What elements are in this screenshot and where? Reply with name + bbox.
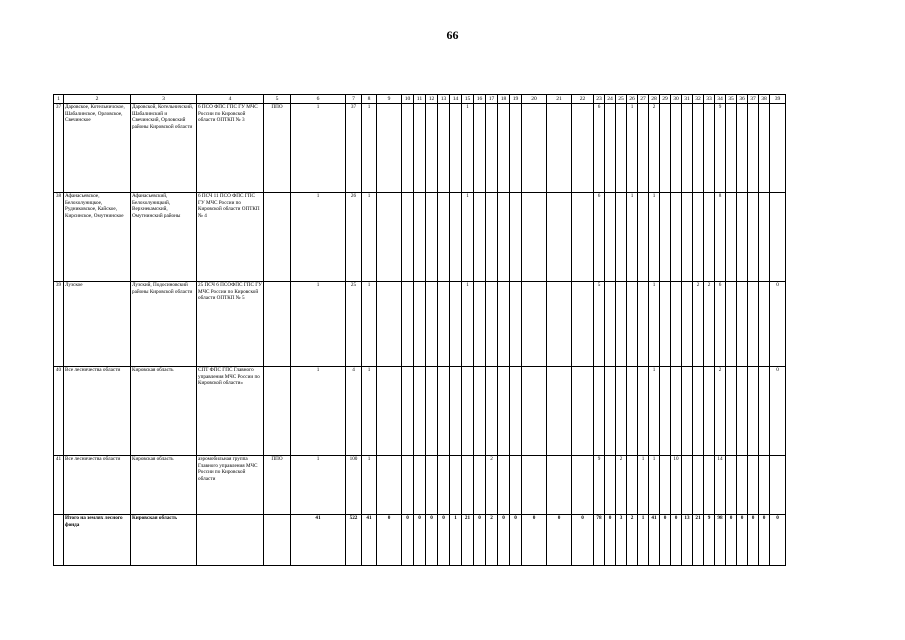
- table-row-cell: [474, 456, 486, 515]
- table-row-cell: Все лесничества области: [64, 367, 131, 456]
- total-row-cell: Итого на землях лесного фонда: [64, 515, 131, 566]
- table-row-cell: 2: [649, 104, 660, 193]
- header-row-cell: 24: [605, 95, 616, 104]
- table-row-cell: [498, 456, 510, 515]
- table-row-cell: 1: [291, 104, 346, 193]
- table-row-cell: [402, 282, 414, 367]
- table-row-cell: [726, 367, 737, 456]
- table-row-cell: 6: [715, 282, 726, 367]
- total-row-cell: 0: [510, 515, 522, 566]
- table-row-cell: [671, 282, 682, 367]
- table-row: [54, 282, 786, 367]
- total-row-cell: 0: [572, 515, 594, 566]
- table-row-cell: [737, 282, 748, 367]
- table-row-cell: 14: [715, 456, 726, 515]
- table-row-cell: 100: [346, 456, 362, 515]
- total-row-cell: 9: [704, 515, 715, 566]
- table-row-cell: Даровской, Котельничский, Шабалинский и Свечинский, Орловский районы Кировской области: [131, 104, 197, 193]
- header-row-cell: 7: [346, 95, 362, 104]
- table-row-cell: [737, 104, 748, 193]
- total-row-cell: 1: [450, 515, 462, 566]
- table-row-cell: [522, 282, 547, 367]
- table-row-cell: Кировская область: [131, 367, 197, 456]
- header-row-cell: 8: [362, 95, 377, 104]
- table-row-cell: [438, 282, 450, 367]
- table-row-cell: 1: [627, 104, 638, 193]
- table-row-cell: [605, 456, 616, 515]
- table-row-cell: [414, 282, 426, 367]
- table-row-cell: [616, 367, 627, 456]
- table-row-cell: [402, 456, 414, 515]
- total-row-cell: 522: [346, 515, 362, 566]
- table-row-cell: [264, 282, 291, 367]
- table-row-cell: [671, 193, 682, 282]
- table-row-cell: [759, 456, 770, 515]
- table-row-cell: 39: [54, 282, 64, 367]
- table-row-cell: [402, 367, 414, 456]
- table-row-cell: [693, 456, 704, 515]
- table-row-cell: [704, 193, 715, 282]
- table-row-cell: 1: [362, 193, 377, 282]
- table-row-cell: [547, 104, 572, 193]
- table-row-cell: [377, 367, 402, 456]
- table-row-cell: 1: [291, 456, 346, 515]
- total-row-cell: 0: [671, 515, 682, 566]
- table-row-cell: 4: [346, 367, 362, 456]
- table-row-cell: 6: [594, 104, 605, 193]
- table-row-cell: [693, 193, 704, 282]
- total-row-cell: 0: [498, 515, 510, 566]
- header-row-cell: 2: [64, 95, 131, 104]
- table-row-cell: [474, 104, 486, 193]
- table-row-cell: [616, 282, 627, 367]
- table-row-cell: [671, 367, 682, 456]
- table-row-cell: [547, 367, 572, 456]
- table-row-cell: [726, 282, 737, 367]
- total-row: [54, 515, 786, 566]
- table-row-cell: [522, 456, 547, 515]
- table-row-cell: [450, 104, 462, 193]
- table-row-cell: [660, 104, 671, 193]
- total-row-cell: 3: [616, 515, 627, 566]
- table-row-cell: [704, 104, 715, 193]
- table-row-cell: 1: [291, 282, 346, 367]
- header-row-cell: 18: [498, 95, 510, 104]
- table-row-cell: [627, 367, 638, 456]
- forest-fire-resources-table: [53, 94, 786, 566]
- total-row-cell: 13: [682, 515, 693, 566]
- table-row-cell: Все лесничества области: [64, 456, 131, 515]
- table-row-cell: [450, 193, 462, 282]
- table-row-cell: [605, 104, 616, 193]
- table-row-cell: аэромобильная группа Главного управления МЧС России по Кировской области: [197, 456, 264, 515]
- table-row-cell: 1: [291, 367, 346, 456]
- total-row-cell: 0: [414, 515, 426, 566]
- total-row-cell: 0: [402, 515, 414, 566]
- header-row-cell: 37: [748, 95, 759, 104]
- header-row-cell: 3: [131, 95, 197, 104]
- table-row-cell: [759, 104, 770, 193]
- table-row-cell: [474, 282, 486, 367]
- table-row-cell: [426, 104, 438, 193]
- table-row-cell: 6 ПСЧ 11 ПСО ФПС ГПС ГУ МЧС России по Кировской области ОПТКП № 4: [197, 193, 264, 282]
- table-row-cell: [510, 456, 522, 515]
- table-row-cell: [474, 367, 486, 456]
- header-row-cell: 26: [627, 95, 638, 104]
- total-row-cell: 2: [486, 515, 498, 566]
- header-row-cell: 39: [770, 95, 786, 104]
- total-row-cell: 0: [474, 515, 486, 566]
- table-row-cell: [426, 367, 438, 456]
- table-row-cell: [770, 456, 786, 515]
- table-row-cell: [726, 104, 737, 193]
- table-row-cell: [377, 456, 402, 515]
- table-row-cell: [498, 282, 510, 367]
- table-row-cell: [660, 282, 671, 367]
- table-row-cell: [474, 193, 486, 282]
- table-row-cell: [462, 367, 474, 456]
- table-row-cell: [682, 282, 693, 367]
- header-row-cell: 10: [402, 95, 414, 104]
- table-row-cell: [616, 104, 627, 193]
- table-row-cell: Афанасьевское, Белохолуницкое, Рудниковское, Кайское, Кирсинское, Омутнинское: [64, 193, 131, 282]
- table-row-cell: [510, 367, 522, 456]
- header-row-cell: 12: [426, 95, 438, 104]
- table-row-cell: [660, 367, 671, 456]
- table-row-cell: 25: [346, 282, 362, 367]
- table-row-cell: 9: [715, 104, 726, 193]
- table-row-cell: 40: [54, 367, 64, 456]
- table-row-cell: 1: [627, 193, 638, 282]
- table-row-cell: [638, 282, 649, 367]
- table-row-cell: [693, 104, 704, 193]
- table-row-cell: [377, 193, 402, 282]
- table-row-cell: 10: [671, 456, 682, 515]
- table-row-cell: [704, 367, 715, 456]
- table-row-cell: [498, 367, 510, 456]
- table-row-cell: Кировская область: [131, 456, 197, 515]
- table-row: [54, 193, 786, 282]
- total-row-cell: 0: [770, 515, 786, 566]
- header-row-cell: 30: [671, 95, 682, 104]
- table-row-cell: [748, 456, 759, 515]
- table-row-cell: 1: [462, 104, 474, 193]
- total-row-cell: 98: [715, 515, 726, 566]
- table-row-cell: [682, 367, 693, 456]
- table-row-cell: [693, 367, 704, 456]
- table-row-cell: [605, 367, 616, 456]
- total-row-cell: 0: [759, 515, 770, 566]
- total-row-cell: [264, 515, 291, 566]
- table-row-cell: 2: [616, 456, 627, 515]
- table-row-cell: [726, 193, 737, 282]
- table-row-cell: [522, 104, 547, 193]
- table-row-cell: [605, 282, 616, 367]
- table-row-cell: [486, 282, 498, 367]
- table-row-cell: 1: [362, 367, 377, 456]
- table-row-cell: [438, 104, 450, 193]
- header-row-cell: 29: [660, 95, 671, 104]
- table-row-cell: 2: [693, 282, 704, 367]
- table-row-cell: [638, 193, 649, 282]
- table-row-cell: [616, 193, 627, 282]
- table-row-cell: [486, 193, 498, 282]
- table-row-cell: 1: [291, 193, 346, 282]
- table-row-cell: 1: [649, 193, 660, 282]
- table-row-cell: [770, 104, 786, 193]
- table-row-cell: 0: [770, 282, 786, 367]
- table-row-cell: [498, 104, 510, 193]
- table-row-cell: 9: [594, 456, 605, 515]
- table-row-cell: 38: [54, 193, 64, 282]
- table-row-cell: 1: [649, 456, 660, 515]
- table-row-cell: [627, 282, 638, 367]
- header-row-cell: 28: [649, 95, 660, 104]
- table-row-cell: [486, 104, 498, 193]
- table-row-cell: [426, 282, 438, 367]
- header-row-cell: 19: [510, 95, 522, 104]
- table-row-cell: [737, 193, 748, 282]
- table-row-cell: [402, 193, 414, 282]
- table-row-cell: [498, 193, 510, 282]
- header-row-cell: 38: [759, 95, 770, 104]
- header-row-cell: 33: [704, 95, 715, 104]
- table-row-cell: ППО: [264, 456, 291, 515]
- table-row-cell: [426, 456, 438, 515]
- total-row-cell: 0: [438, 515, 450, 566]
- table-row-cell: [605, 193, 616, 282]
- table-row-cell: Даровское, Котельничское, Шабалинское, Орловское, Свечинское: [64, 104, 131, 193]
- table-row-cell: [737, 456, 748, 515]
- table-row-cell: 0: [770, 367, 786, 456]
- total-row-cell: 41: [291, 515, 346, 566]
- header-row-cell: 31: [682, 95, 693, 104]
- table-row-cell: [572, 456, 594, 515]
- table-row-cell: [748, 282, 759, 367]
- header-row-cell: 36: [737, 95, 748, 104]
- table-row-cell: [438, 367, 450, 456]
- header-row-cell: 4: [197, 95, 264, 104]
- table-row-cell: [627, 456, 638, 515]
- table-row-cell: [450, 282, 462, 367]
- total-row-cell: 0: [660, 515, 671, 566]
- total-row-cell: 0: [522, 515, 547, 566]
- table-row-cell: [414, 104, 426, 193]
- header-row-cell: 1: [54, 95, 64, 104]
- table-row-cell: 2: [715, 367, 726, 456]
- header-row-cell: 35: [726, 95, 737, 104]
- table-row-cell: 25 ПСЧ 6 ПСОФПС ГПС ГУ МЧС России по Кировской области ОПТКП № 5: [197, 282, 264, 367]
- table-row-cell: [462, 456, 474, 515]
- table-row-cell: [748, 193, 759, 282]
- table-row-cell: [426, 193, 438, 282]
- header-row-cell: 25: [616, 95, 627, 104]
- header-row-cell: 5: [264, 95, 291, 104]
- header-row-cell: 27: [638, 95, 649, 104]
- table-row-cell: [572, 104, 594, 193]
- table-row-cell: Лузское: [64, 282, 131, 367]
- table-row-cell: [510, 104, 522, 193]
- table-row-cell: [682, 456, 693, 515]
- table-row-cell: [547, 456, 572, 515]
- total-row-cell: 0: [726, 515, 737, 566]
- table-row-cell: 26: [346, 193, 362, 282]
- table-row-cell: [486, 367, 498, 456]
- table-row-cell: СПТ ФПС ГПС Главного управления МЧС России по Кировской области»: [197, 367, 264, 456]
- table-row: [54, 456, 786, 515]
- table-row-cell: [704, 456, 715, 515]
- table-row-cell: 2: [486, 456, 498, 515]
- table-row-cell: [414, 193, 426, 282]
- total-row-cell: Кировская область: [131, 515, 197, 566]
- total-row-cell: 0: [426, 515, 438, 566]
- table-row-cell: [770, 193, 786, 282]
- header-row-cell: 17: [486, 95, 498, 104]
- table-row-cell: ППО: [264, 104, 291, 193]
- table-row-cell: [572, 193, 594, 282]
- table-row-cell: 1: [649, 367, 660, 456]
- table-row-cell: [638, 367, 649, 456]
- table-row-cell: [759, 367, 770, 456]
- header-row-cell: 34: [715, 95, 726, 104]
- table-row-cell: 2: [704, 282, 715, 367]
- total-row-cell: 21: [693, 515, 704, 566]
- table-row-cell: [660, 193, 671, 282]
- table-row-cell: [522, 193, 547, 282]
- table-row-cell: [726, 456, 737, 515]
- page-number: 66: [446, 28, 459, 42]
- total-row-cell: 0: [605, 515, 616, 566]
- table-row-cell: [682, 104, 693, 193]
- table-row-cell: 1: [638, 456, 649, 515]
- header-row-cell: 20: [522, 95, 547, 104]
- header-row-cell: 9: [377, 95, 402, 104]
- table-row-cell: [594, 367, 605, 456]
- total-row-cell: 41: [362, 515, 377, 566]
- table-row-cell: 1: [649, 282, 660, 367]
- table-row-cell: [414, 367, 426, 456]
- header-row-cell: 13: [438, 95, 450, 104]
- table-row-cell: [748, 104, 759, 193]
- table-row-cell: [510, 193, 522, 282]
- table-row-cell: 6: [594, 193, 605, 282]
- table-row-cell: [414, 456, 426, 515]
- header-row-cell: 6: [291, 95, 346, 104]
- table-row-cell: [402, 104, 414, 193]
- table-row-cell: [264, 367, 291, 456]
- total-row-cell: 1: [638, 515, 649, 566]
- table-row-cell: [682, 193, 693, 282]
- header-row-cell: 11: [414, 95, 426, 104]
- table-row-cell: 37: [54, 104, 64, 193]
- header-row-cell: 15: [462, 95, 474, 104]
- table-row-cell: [377, 282, 402, 367]
- header-row-cell: 16: [474, 95, 486, 104]
- table-row-cell: 41: [54, 456, 64, 515]
- table-row-cell: 8: [715, 193, 726, 282]
- header-row-cell: 21: [547, 95, 572, 104]
- total-row-cell: 0: [377, 515, 402, 566]
- header-row-cell: 23: [594, 95, 605, 104]
- table-row-cell: 1: [362, 104, 377, 193]
- header-row: [54, 95, 786, 104]
- total-row-cell: [54, 515, 64, 566]
- total-row-cell: 21: [462, 515, 474, 566]
- table-row: [54, 367, 786, 456]
- table-row-cell: [377, 104, 402, 193]
- table-row-cell: [547, 193, 572, 282]
- total-row-cell: [197, 515, 264, 566]
- table-row-cell: 1: [462, 193, 474, 282]
- table-row-cell: [547, 282, 572, 367]
- table-row-cell: [572, 282, 594, 367]
- table-row-cell: [660, 456, 671, 515]
- table-row-cell: [522, 367, 547, 456]
- total-row-cell: 0: [737, 515, 748, 566]
- table-row-cell: [450, 456, 462, 515]
- header-row-cell: 14: [450, 95, 462, 104]
- table-row-cell: [438, 193, 450, 282]
- table-row-cell: [438, 456, 450, 515]
- header-row-cell: 22: [572, 95, 594, 104]
- table-row-cell: Афанасьевский, Белохолуницкий, Верхнекамский, Омутнинский районы: [131, 193, 197, 282]
- table-row: [54, 104, 786, 193]
- table-row-cell: [510, 282, 522, 367]
- total-row-cell: 0: [748, 515, 759, 566]
- table-row-cell: 1: [362, 282, 377, 367]
- table-row-cell: [759, 193, 770, 282]
- table-row-cell: 1: [362, 456, 377, 515]
- table-row-cell: [450, 367, 462, 456]
- header-row-cell: 32: [693, 95, 704, 104]
- total-row-cell: 41: [649, 515, 660, 566]
- total-row-cell: 0: [547, 515, 572, 566]
- total-row-cell: 78: [594, 515, 605, 566]
- table-row-cell: 6 ПСО ФПС ГПС ГУ МЧС России по Кировской области ОПТКП № 3: [197, 104, 264, 193]
- table-row-cell: [759, 282, 770, 367]
- table-row-cell: Лузский, Подосиновский районы Кировской области: [131, 282, 197, 367]
- table-row-cell: [264, 193, 291, 282]
- table-row-cell: 1: [462, 282, 474, 367]
- table-row-cell: [737, 367, 748, 456]
- table-row-cell: [572, 367, 594, 456]
- table-row-cell: [671, 104, 682, 193]
- total-row-cell: 2: [627, 515, 638, 566]
- table-row-cell: [638, 104, 649, 193]
- table-row-cell: [748, 367, 759, 456]
- table-row-cell: 5: [594, 282, 605, 367]
- table-row-cell: 37: [346, 104, 362, 193]
